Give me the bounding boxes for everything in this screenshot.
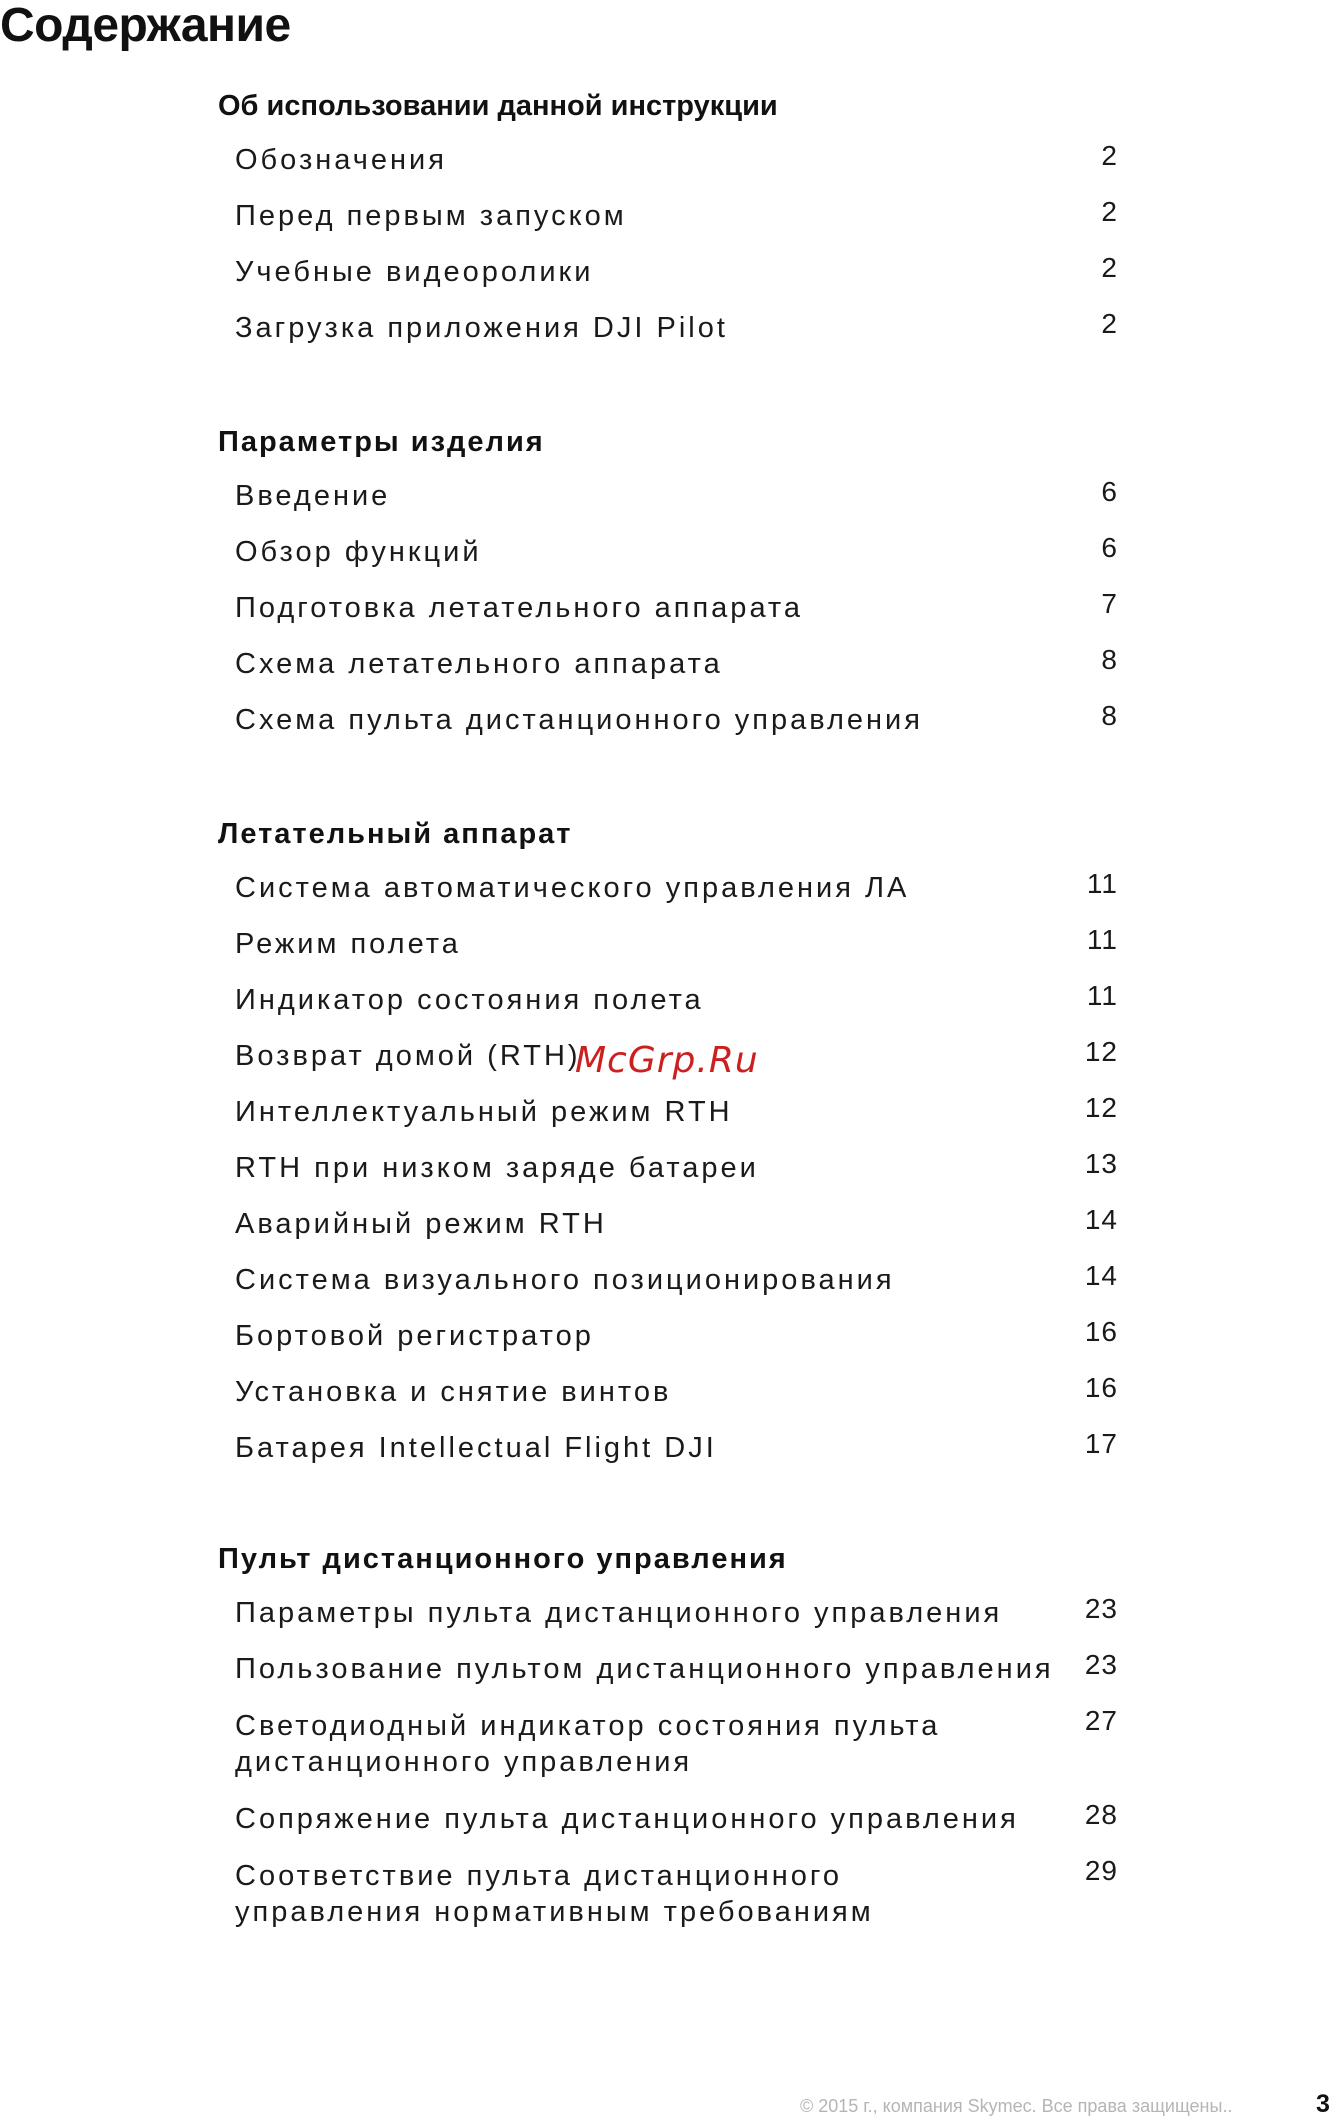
page-title: Содержание (0, 0, 291, 52)
toc-entry[interactable] (218, 924, 1118, 961)
toc-entry-page: 16 (1084, 1372, 1118, 1403)
toc-entry[interactable] (218, 1855, 1118, 1930)
toc-entry-page: 11 (1086, 924, 1118, 955)
toc-entry-label: Аварийный режим RTH (235, 1208, 607, 1240)
toc-entry[interactable] (218, 1092, 1118, 1129)
toc-entry-page: 7 (1101, 588, 1118, 619)
toc-entry[interactable] (218, 1428, 1118, 1465)
toc-entry-page: 29 (1084, 1855, 1118, 1886)
toc-entry-page: 13 (1084, 1148, 1118, 1179)
toc-entry-label: Загрузка приложения DJI Pilot (235, 312, 728, 344)
toc-entry-label: Обзор функций (235, 536, 482, 568)
section-heading: Параметры изделия (218, 426, 545, 458)
toc-entry-label: RTH при низком заряде батареи (235, 1152, 759, 1184)
toc-entry-label: Введение (235, 480, 391, 512)
toc-entry-label: Подготовка летательного аппарата (235, 592, 804, 624)
toc-entry-label: Установка и снятие винтов (235, 1376, 672, 1408)
toc-entry[interactable] (218, 868, 1118, 905)
toc-entry[interactable] (218, 1316, 1118, 1353)
toc-entry-label: Возврат домой (RTH) (235, 1040, 581, 1072)
toc-entry-page: 12 (1084, 1036, 1118, 1067)
toc-entry[interactable] (218, 588, 1118, 625)
toc-entry-page: 11 (1086, 980, 1118, 1011)
toc-entry-label: Схема летательного аппарата (235, 648, 723, 680)
toc-entry-label: Система автоматического управления ЛА (235, 872, 910, 904)
toc-section-aircraft (218, 814, 1118, 1487)
toc-entry[interactable] (218, 1649, 1118, 1686)
toc-entry-label: Параметры пульта дистанционного управления (235, 1597, 1003, 1629)
toc-entry[interactable] (218, 700, 1118, 737)
toc-entry-label: Батарея Intellectual Flight DJI (235, 1432, 717, 1464)
toc-entry-page: 12 (1084, 1092, 1118, 1123)
toc-entry-page: 11 (1086, 868, 1118, 899)
toc-entry-page: 23 (1084, 1593, 1118, 1624)
toc-entry-label: Пользование пультом дистанционного управления (235, 1653, 1054, 1685)
toc-entry-page: 16 (1084, 1316, 1118, 1347)
toc-entry[interactable] (218, 252, 1118, 289)
toc-entry-page: 6 (1101, 532, 1118, 563)
page-number: 3 (1316, 2090, 1330, 2118)
toc-entry-page: 2 (1101, 308, 1118, 339)
toc-entry-page: 2 (1101, 196, 1118, 227)
watermark: McGrp.Ru (575, 1040, 759, 1081)
toc-entry[interactable] (218, 476, 1118, 513)
toc-entry[interactable] (218, 644, 1118, 681)
toc-entry-page: 2 (1101, 252, 1118, 283)
toc-entry-page: 14 (1084, 1204, 1118, 1235)
section-heading: Летательный аппарат (218, 818, 573, 850)
toc-entry[interactable] (218, 1372, 1118, 1409)
toc-entry-label: Интеллектуальный режим RTH (235, 1096, 733, 1128)
toc-section-remote-controller (218, 1539, 1118, 1952)
section-heading: Пульт дистанционного управления (218, 1543, 788, 1575)
toc-entry-label: Система визуального позиционирования (235, 1264, 895, 1296)
toc-entry-label: Режим полета (235, 928, 461, 960)
toc-entry[interactable] (218, 980, 1118, 1017)
toc-section-usage (218, 86, 1118, 367)
toc-entry[interactable] (218, 1799, 1118, 1836)
toc-entry-page: 23 (1084, 1649, 1118, 1680)
toc-entry-label: Светодиодный индикатор состояния пульта дистанционного управления (235, 1710, 941, 1778)
toc-entry-label: Учебные видеоролики (235, 256, 594, 288)
section-heading: Об использовании данной инструкции (218, 90, 778, 122)
toc-entry-page: 6 (1101, 476, 1118, 507)
toc-entry-label: Перед первым запуском (235, 200, 627, 232)
toc-entry-label: Сопряжение пульта дистанционного управления (235, 1803, 1019, 1835)
toc-entry-page: 2 (1101, 140, 1118, 171)
toc-entry[interactable] (218, 1260, 1118, 1297)
toc-entry-label: Обозначения (235, 144, 447, 176)
toc-entry[interactable] (218, 532, 1118, 569)
toc-entry-page: 27 (1084, 1705, 1118, 1736)
toc-entry-page: 28 (1084, 1799, 1118, 1830)
toc-entry-page: 8 (1101, 644, 1118, 675)
toc-entry[interactable] (218, 1148, 1118, 1185)
toc-entry-label: Индикатор состояния полета (235, 984, 704, 1016)
toc-entry-label: Соответствие пульта дистанционного управления нормативным требованиям (235, 1860, 874, 1928)
toc-entry-page: 8 (1101, 700, 1118, 731)
toc-entry[interactable] (218, 1204, 1118, 1241)
toc-entry-page: 17 (1084, 1428, 1118, 1459)
toc-entry[interactable] (218, 140, 1118, 177)
toc-entry-label: Схема пульта дистанционного управления (235, 704, 923, 736)
toc-section-product (218, 422, 1118, 759)
toc-entry[interactable] (218, 1593, 1118, 1630)
toc-entry[interactable] (218, 1705, 1118, 1780)
toc-entry-page: 14 (1084, 1260, 1118, 1291)
toc-entry[interactable] (218, 196, 1118, 233)
toc-entry-label: Бортовой регистратор (235, 1320, 594, 1352)
toc-entry[interactable] (218, 308, 1118, 345)
footer-copyright: © 2015 г., компания Skymec. Все права защищены.. (800, 2096, 1233, 2116)
